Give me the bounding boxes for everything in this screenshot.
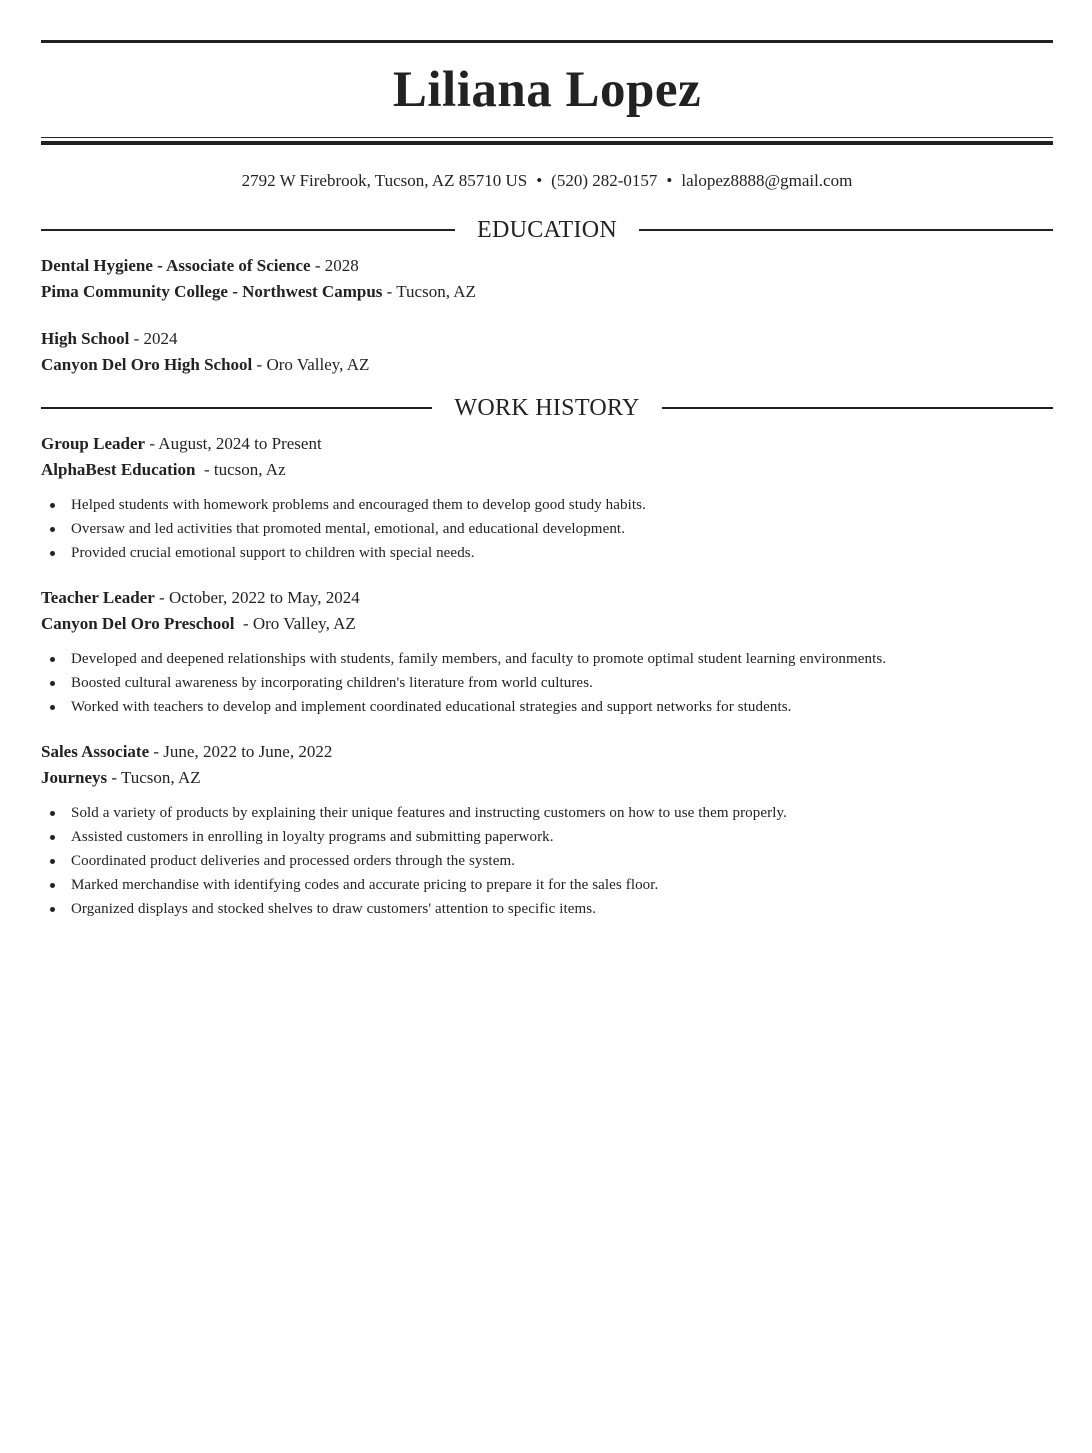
bullet-icon: [50, 503, 55, 508]
job-bullet-text: Helped students with homework problems and encouraged them to develop good study habits.: [71, 497, 646, 513]
bullet-icon: [50, 907, 55, 912]
education-heading: [41, 216, 1053, 244]
job-entry: [41, 739, 1053, 921]
job-dates: - June, 2022 to June, 2022: [149, 742, 333, 761]
heading-rule-left: [41, 229, 455, 231]
job-bullet-text: Boosted cultural awareness by incorporating children's literature from world cultures.: [71, 675, 593, 691]
education-location: - Oro Valley, AZ: [252, 355, 370, 374]
education-location: - Tucson, AZ: [382, 282, 476, 301]
education-entry: [41, 326, 1053, 378]
contact-phone: (520) 282-0157: [551, 171, 658, 190]
education-year: - 2024: [129, 329, 178, 348]
job-title-line: [41, 739, 1053, 765]
job-entry: [41, 431, 1053, 565]
bullet-icon: [50, 835, 55, 840]
job-bullets: [41, 493, 1053, 565]
job-bullet-text: Developed and deepened relationships with students, family members, and faculty to promote optimal student learning environments.: [71, 651, 887, 667]
bullet-icon: [50, 883, 55, 888]
job-dates: - August, 2024 to Present: [145, 434, 322, 453]
job-bullet-text: Sold a variety of products by explaining their unique features and instructing customers on how to use them properly.: [71, 805, 787, 821]
work-history-heading: [41, 394, 1053, 422]
bullet-icon: [50, 681, 55, 686]
contact-email: lalopez8888@gmail.com: [681, 171, 853, 190]
job-bullets: [41, 801, 1053, 921]
job-bullet: [71, 647, 1053, 671]
candidate-name: Liliana Lopez: [392, 62, 702, 118]
contact-line: [41, 171, 1053, 191]
education-degree: Dental Hygiene - Associate of Science: [41, 256, 311, 275]
job-company-line: [41, 457, 1053, 483]
job-title: Group Leader: [41, 434, 146, 453]
job-company: AlphaBest Education: [41, 460, 196, 479]
heading-rule-left: [41, 407, 432, 409]
contact-separator: •: [666, 171, 673, 190]
job-bullet-text: Worked with teachers to develop and implement coordinated educational strategies and support networks for students.: [71, 699, 792, 715]
job-bullet-text: Provided crucial emotional support to children with special needs.: [71, 545, 475, 561]
resume-page: [0, 40, 1092, 1453]
education-school-line: [41, 279, 1053, 305]
job-location: - Oro Valley, AZ: [234, 614, 356, 633]
education-degree-line: [41, 253, 1053, 279]
job-company: Canyon Del Oro Preschool: [41, 614, 235, 633]
job-company-line: [41, 611, 1053, 637]
education-school: Pima Community College - Northwest Campus: [41, 282, 383, 301]
bullet-icon: [50, 705, 55, 710]
education-school: Canyon Del Oro High School: [41, 355, 253, 374]
education-degree-line: [41, 326, 1053, 352]
contact-address: 2792 W Firebrook, Tucson, AZ 85710 US: [241, 171, 528, 190]
top-rule: [41, 40, 1053, 43]
job-bullet: [71, 897, 1053, 921]
heading-rule-right: [639, 229, 1053, 231]
job-entry: [41, 585, 1053, 719]
job-title: Teacher Leader: [41, 588, 155, 607]
job-bullet-text: Oversaw and led activities that promoted mental, emotional, and educational development.: [71, 521, 626, 537]
job-bullet: [71, 873, 1053, 897]
work-history-heading-title: WORK HISTORY: [454, 395, 640, 421]
job-location: - tucson, Az: [195, 460, 286, 479]
job-title-line: [41, 585, 1053, 611]
job-bullet-text: Coordinated product deliveries and processed orders through the system.: [71, 853, 516, 869]
education-degree: High School: [41, 329, 130, 348]
job-dates: - October, 2022 to May, 2024: [154, 588, 360, 607]
header-double-rule: [41, 137, 1053, 145]
job-bullet: [71, 801, 1053, 825]
education-heading-title: EDUCATION: [476, 217, 618, 243]
job-bullet-text: Marked merchandise with identifying codes and accurate pricing to prepare it for the sales floor.: [71, 877, 659, 893]
job-title-line: [41, 431, 1053, 457]
job-bullet-text: Organized displays and stocked shelves to draw customers' attention to specific items.: [71, 901, 597, 917]
job-bullets: [41, 647, 1053, 719]
bullet-icon: [50, 859, 55, 864]
education-entry: [41, 253, 1053, 305]
bullet-icon: [50, 551, 55, 556]
job-location: - Tucson, AZ: [107, 768, 201, 787]
job-bullet: [71, 849, 1053, 873]
heading-rule-right: [662, 407, 1053, 409]
job-title: Sales Associate: [41, 742, 150, 761]
job-bullet-text: Assisted customers in enrolling in loyalty programs and submitting paperwork.: [71, 829, 554, 845]
education-school-line: [41, 352, 1053, 378]
job-company: Journeys: [41, 768, 108, 787]
job-bullet: [71, 671, 1053, 695]
bullet-icon: [50, 811, 55, 816]
job-bullet: [71, 493, 1053, 517]
job-bullet: [71, 825, 1053, 849]
education-year: - 2028: [310, 256, 359, 275]
bullet-icon: [50, 527, 55, 532]
job-bullet: [71, 517, 1053, 541]
contact-separator: •: [536, 171, 543, 190]
job-bullet: [71, 541, 1053, 565]
bullet-icon: [50, 657, 55, 662]
job-company-line: [41, 765, 1053, 791]
job-bullet: [71, 695, 1053, 719]
